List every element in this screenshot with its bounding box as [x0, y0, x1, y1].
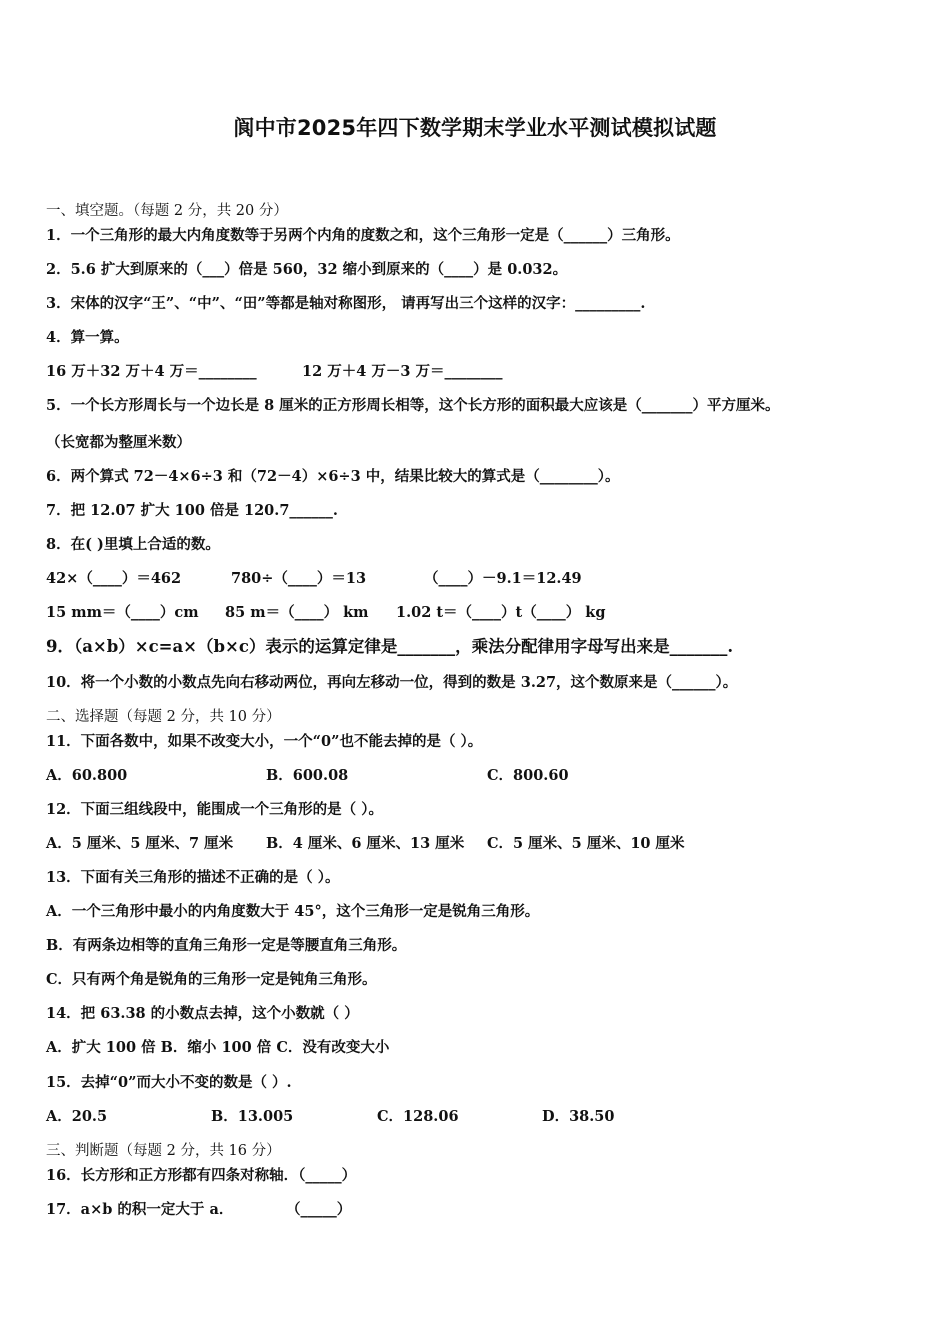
section-heading-fill-in: 一、填空题。（每题 2 分，共 20 分） [46, 203, 288, 219]
question-7: 7．把 12.07 扩大 100 倍是 120.7______. [46, 502, 338, 519]
option-11-b: B．600.08 [266, 767, 349, 784]
option-15-b: B．13.005 [211, 1108, 294, 1125]
option-12-c: C．5 厘米、5 厘米、10 厘米 [487, 835, 685, 852]
question-8-item: 42×（____）＝462 [46, 570, 182, 587]
option-13-b: B．有两条边相等的直角三角形一定是等腰直角三角形。 [46, 937, 407, 954]
question-4: 4．算一算。 [46, 329, 129, 346]
option-13-a: A．一个三角形中最小的内角度数大于 45°，这个三角形一定是锐角三角形。 [46, 903, 540, 920]
question-5-note: （长宽都为整厘米数） [46, 434, 191, 451]
question-14: 14．把 63.38 的小数点去掉，这个小数就（ ） [46, 1005, 359, 1022]
question-13: 13．下面有关三角形的描述不正确的是（ ）。 [46, 869, 340, 886]
question-8-item: 15 mm＝（____）cm [46, 604, 199, 621]
question-17: 17．a×b 的积一定大于 a． [46, 1201, 234, 1218]
page-title: 阆中市2025年四下数学期末学业水平测试模拟试题 [233, 116, 717, 140]
question-1: 1．一个三角形的最大内角度数等于另两个内角的度数之和，这个三角形一定是（______）三角形。 [46, 227, 680, 244]
question-4-expr-2: 12 万＋4 万－3 万＝________ [302, 363, 503, 380]
section-heading-choice: 二、选择题（每题 2 分，共 10 分） [46, 709, 281, 725]
option-15-a: A．20.5 [46, 1108, 108, 1125]
question-8-item: 780÷（____）＝13 [231, 570, 367, 587]
question-8-item: 1.02 t＝（____）t（____） kg [396, 604, 606, 621]
option-11-a: A．60.800 [46, 767, 128, 784]
option-12-a: A．5 厘米、5 厘米、7 厘米 [46, 835, 234, 852]
question-11: 11．下面各数中，如果不改变大小，一个“0”也不能去掉的是（ ）。 [46, 733, 483, 750]
question-8: 8．在( )里填上合适的数。 [46, 536, 220, 553]
option-12-b: B．4 厘米、6 厘米、13 厘米 [266, 835, 465, 852]
options-14: A．扩大 100 倍 B．缩小 100 倍 C．没有改变大小 [46, 1039, 390, 1056]
question-2: 2．5.6 扩大到原来的（___）倍是 560，32 缩小到原来的（____）是 0.032。 [46, 261, 568, 278]
option-15-c: C．128.06 [377, 1108, 459, 1125]
question-17-blank: （_____） [286, 1201, 352, 1218]
question-16: 16．长方形和正方形都有四条对称轴．（_____） [46, 1167, 357, 1184]
section-heading-judgment: 三、判断题（每题 2 分，共 16 分） [46, 1143, 281, 1159]
question-3: 3．宋体的汉字“王”、“中”、“田”等都是轴对称图形， 请再写出三个这样的汉字：_________. [46, 295, 646, 312]
question-8-item: 85 m＝（____） km [225, 604, 369, 621]
question-8-item: （____）－9.1＝12.49 [424, 570, 582, 587]
question-6: 6．两个算式 72－4×6÷3 和（72－4）×6÷3 中，结果比较大的算式是（________）。 [46, 468, 620, 485]
question-9: 9．（a×b）×c=a×（b×c）表示的运算定律是_______，乘法分配律用字母写出来是_______. [46, 637, 734, 656]
question-12: 12．下面三组线段中，能围成一个三角形的是（ ）。 [46, 801, 383, 818]
question-10: 10．将一个小数的小数点先向右移动两位，再向左移动一位，得到的数是 3.27，这个数原来是（______）。 [46, 674, 738, 691]
question-4-expr-1: 16 万＋32 万＋4 万＝________ [46, 363, 257, 380]
question-5: 5．一个长方形周长与一个边长是 8 厘米的正方形周长相等，这个长方形的面积最大应该是（_______）平方厘米。 [46, 397, 780, 414]
option-13-c: C．只有两个角是锐角的三角形一定是钝角三角形。 [46, 971, 377, 988]
option-15-d: D．38.50 [542, 1108, 615, 1125]
option-11-c: C．800.60 [487, 767, 569, 784]
question-15: 15．去掉“0”而大小不变的数是（ ）. [46, 1074, 292, 1091]
